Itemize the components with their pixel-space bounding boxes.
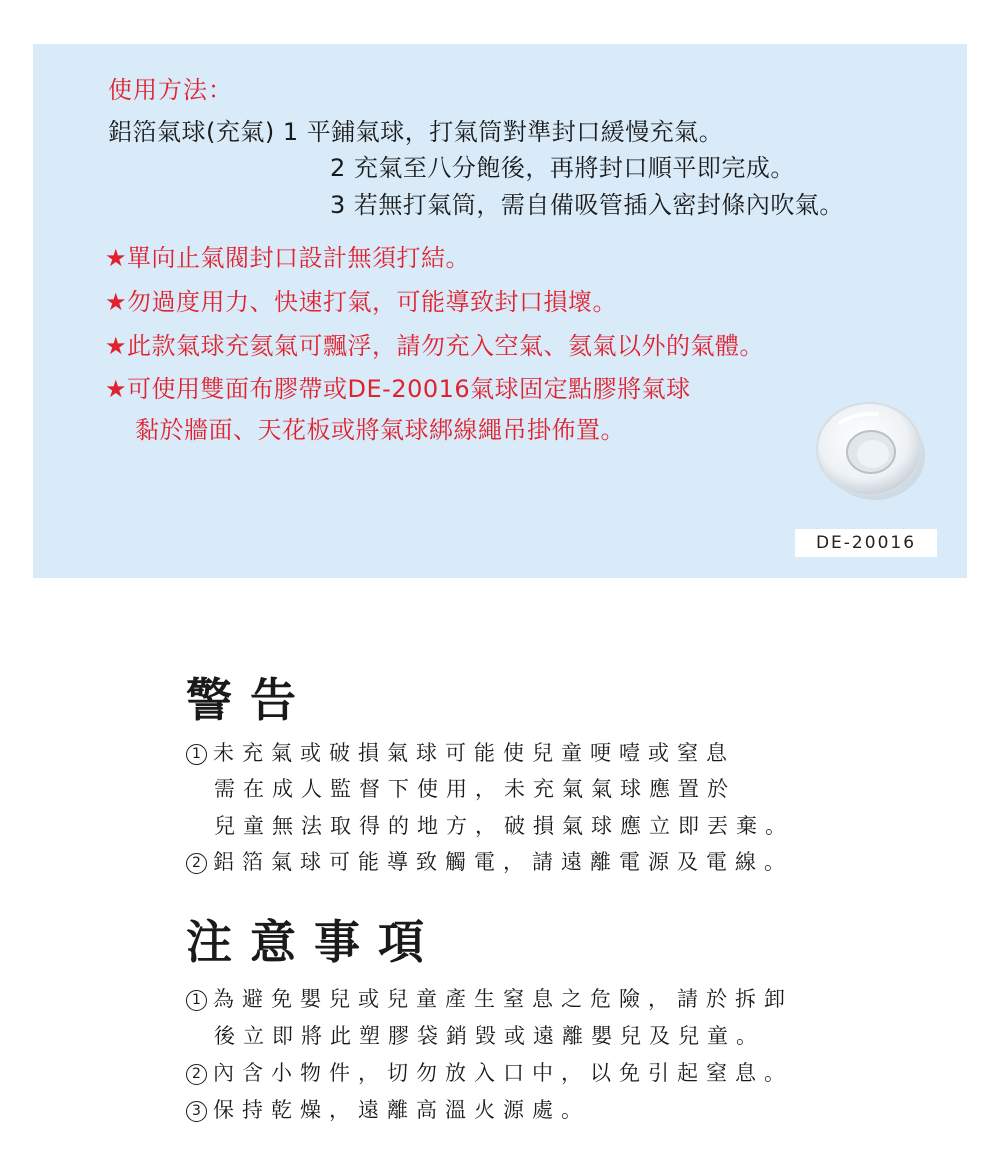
warning-item-1-line-3: 兒童無法取得的地方，破損氣球應立即丟棄。 [214,814,794,838]
warning-item-2 [186,846,793,876]
caution-item-2-text: 內含小物件，切勿放入口中，以免引起窒息。 [213,1061,793,1085]
caution-item-1-line-2: 後立即將此塑膠袋銷毀或遠離嬰兒及兒童。 [214,1024,765,1048]
caution-item-1-text: 為避免嬰兒或兒童產生窒息之危險，請於拆卸 [213,987,793,1011]
warning-item-2-text: 鋁箔氣球可能導致觸電，請遠離電源及電線。 [213,850,793,874]
caution-item-3-text: 保持乾燥，遠離高溫火源處。 [213,1098,590,1122]
usage-step-3: 3 若無打氣筒，需自備吸管插入密封條內吹氣。 [330,191,844,219]
usage-note-4: ★可使用雙面布膠帶或DE-20016氣球固定點膠將氣球 [105,375,691,403]
usage-note-4-continued: 黏於牆面、天花板或將氣球綁線繩吊掛佈置。 [135,416,625,444]
caution-item-3 [186,1094,590,1124]
usage-note-1: ★單向止氣閥封口設計無須打結。 [105,244,471,272]
warning-item-1-line-2: 需在成人監督下使用，未充氣氣球應置於 [214,777,736,801]
usage-note-3: ★此款氣球充氦氣可飄浮，請勿充入空氣、氦氣以外的氣體。 [105,332,765,360]
warning-item-1-text: 未充氣或破損氣球可能使兒童哽噎或窒息 [213,741,735,765]
circled-number-1: 1 [186,990,207,1011]
glue-dot-tape-roll-image [809,394,929,504]
usage-panel [33,44,967,578]
circled-number-2: 2 [186,853,207,874]
usage-title: 使用方法： [108,76,233,104]
circled-number-1: 1 [186,744,207,765]
usage-step-1: 鋁箔氣球(充氣) 1 平鋪氣球，打氣筒對準封口緩慢充氣。 [108,118,724,146]
usage-note-2: ★勿過度用力、快速打氣，可能導致封口損壞。 [105,288,618,316]
caution-title: 注意事項 [186,915,442,969]
usage-step-2: 2 充氣至八分飽後，再將封口順平即完成。 [330,154,795,182]
warning-item-1 [186,737,735,767]
caution-item-1 [186,983,793,1013]
caution-item-2 [186,1057,793,1087]
circled-number-2: 2 [186,1064,207,1085]
model-number-label: DE-20016 [795,529,937,557]
circled-number-3: 3 [186,1101,207,1122]
warning-title: 警告 [186,673,314,727]
